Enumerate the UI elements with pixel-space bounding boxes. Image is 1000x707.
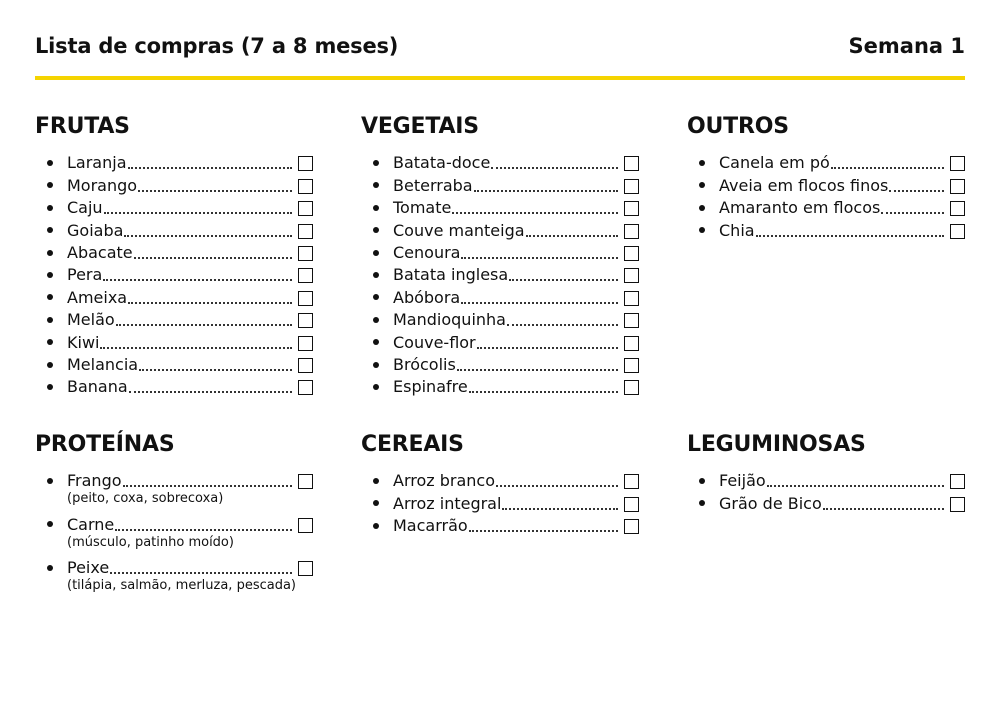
item-label: Abacate: [67, 242, 133, 262]
item-list: [361, 469, 639, 536]
list-item: [687, 218, 965, 240]
checkbox[interactable]: [624, 519, 639, 534]
section-heading: PROTEÍNAS: [35, 432, 175, 457]
checkbox[interactable]: [624, 380, 639, 395]
list-item: [361, 173, 639, 195]
bullet-icon: [47, 384, 53, 390]
list-item: [361, 375, 639, 397]
checkbox[interactable]: [298, 268, 313, 283]
dot-leader: [881, 212, 944, 214]
item-row: [67, 218, 313, 240]
list-item: [361, 514, 639, 536]
item-row: [67, 263, 313, 285]
item-label: Pera: [67, 265, 103, 285]
bullet-icon: [47, 521, 53, 527]
list-item: [35, 512, 313, 555]
item-row: [393, 330, 639, 352]
checkbox[interactable]: [298, 246, 313, 261]
dot-leader: [461, 257, 618, 259]
list-item: [35, 263, 313, 285]
checkbox[interactable]: [298, 156, 313, 171]
dot-leader: [491, 167, 618, 169]
item-row: [719, 173, 965, 195]
bullet-icon: [373, 160, 379, 166]
dot-leader: [767, 485, 944, 487]
dot-leader: [100, 347, 292, 349]
item-label: Arroz branco: [393, 471, 496, 491]
list-item: [35, 308, 313, 330]
item-row: [393, 469, 639, 491]
dot-leader: [509, 279, 618, 281]
dot-leader: [469, 391, 618, 393]
dot-leader: [526, 235, 618, 237]
list-item: [361, 491, 639, 513]
item-detail: (peito, coxa, sobrecoxa): [67, 491, 224, 507]
list-item: [35, 218, 313, 240]
checkbox[interactable]: [298, 380, 313, 395]
list-item: [361, 263, 639, 285]
checkbox[interactable]: [624, 313, 639, 328]
bullet-icon: [47, 250, 53, 256]
list-item: [361, 353, 639, 375]
item-row: [67, 308, 313, 330]
checkbox[interactable]: [624, 246, 639, 261]
item-label: Chia: [719, 220, 755, 240]
checkbox[interactable]: [950, 201, 965, 216]
dot-leader: [889, 190, 944, 192]
item-detail: (músculo, patinho moído): [67, 534, 234, 550]
item-label: Caju: [67, 198, 103, 218]
list-item: [35, 375, 313, 397]
bullet-icon: [47, 294, 53, 300]
dot-leader: [507, 324, 618, 326]
section-heading: FRUTAS: [35, 114, 130, 139]
bullet-icon: [373, 384, 379, 390]
list-item: [35, 173, 313, 195]
dot-leader: [477, 347, 618, 349]
dot-leader: [128, 167, 293, 169]
dot-leader: [461, 302, 618, 304]
item-label: Frango: [67, 471, 122, 491]
dot-leader: [823, 508, 944, 510]
bullet-icon: [47, 182, 53, 188]
checkbox[interactable]: [298, 358, 313, 373]
list-item: [687, 173, 965, 195]
item-label: Tomate: [393, 198, 452, 218]
checkbox[interactable]: [298, 291, 313, 306]
checkbox[interactable]: [624, 497, 639, 512]
section-outros: [687, 114, 965, 241]
item-label: Macarrão: [393, 516, 468, 536]
checkbox[interactable]: [950, 224, 965, 239]
bullet-icon: [47, 478, 53, 484]
item-label: Beterraba: [393, 175, 473, 195]
item-row: [67, 353, 313, 375]
item-label: Abóbora: [393, 287, 461, 307]
item-label: Grão de Bico: [719, 493, 822, 513]
item-row: [393, 263, 639, 285]
checkbox[interactable]: [624, 201, 639, 216]
item-label: Carne: [67, 514, 115, 534]
bullet-icon: [373, 182, 379, 188]
item-row: [393, 308, 639, 330]
checkbox[interactable]: [624, 268, 639, 283]
list-item: [361, 241, 639, 263]
bullet-icon: [373, 523, 379, 529]
item-row: [393, 218, 639, 240]
bullet-icon: [373, 227, 379, 233]
item-label: Espinafre: [393, 377, 468, 397]
item-label: Melancia: [67, 354, 139, 374]
item-row: [67, 556, 313, 578]
checkbox[interactable]: [950, 497, 965, 512]
item-label: Goiaba: [67, 220, 124, 240]
item-row: [67, 196, 313, 218]
list-item: [35, 151, 313, 173]
item-row: [719, 196, 965, 218]
bullet-icon: [699, 182, 705, 188]
dot-leader: [831, 167, 944, 169]
bullet-icon: [47, 339, 53, 345]
checkbox[interactable]: [624, 291, 639, 306]
item-row: [393, 514, 639, 536]
list-item: [361, 151, 639, 173]
item-label: Banana: [67, 377, 128, 397]
item-label: Morango: [67, 175, 138, 195]
item-list: [361, 151, 639, 397]
checkbox[interactable]: [624, 156, 639, 171]
item-row: [67, 512, 313, 534]
dot-leader: [116, 324, 292, 326]
bullet-icon: [699, 500, 705, 506]
bullet-icon: [47, 565, 53, 571]
item-row: [67, 285, 313, 307]
bullet-icon: [47, 227, 53, 233]
section-vegetais: [361, 114, 639, 397]
section-heading: OUTROS: [687, 114, 789, 139]
item-label: Feijão: [719, 471, 766, 491]
list-item: [35, 196, 313, 218]
item-label: Canela em pó: [719, 153, 830, 173]
checkbox[interactable]: [624, 336, 639, 351]
list-item: [35, 330, 313, 352]
item-label: Couve manteiga: [393, 220, 525, 240]
dot-leader: [128, 302, 292, 304]
item-label: Aveia em flocos finos: [719, 175, 889, 195]
page-title: Lista de compras (7 a 8 meses): [35, 34, 399, 58]
bullet-icon: [373, 250, 379, 256]
dot-leader: [104, 212, 292, 214]
list-item: [361, 308, 639, 330]
item-label: Melão: [67, 310, 115, 330]
bullet-icon: [373, 339, 379, 345]
list-item: [35, 556, 313, 599]
checkbox[interactable]: [624, 224, 639, 239]
item-row: [393, 285, 639, 307]
dot-leader: [457, 369, 618, 371]
dot-leader: [123, 485, 292, 487]
dot-leader: [134, 257, 292, 259]
item-row: [393, 151, 639, 173]
checkbox[interactable]: [298, 179, 313, 194]
checkbox[interactable]: [298, 224, 313, 239]
checkbox[interactable]: [950, 179, 965, 194]
section-frutas: [35, 114, 313, 397]
item-row: [67, 375, 313, 397]
header-divider: [35, 76, 965, 80]
section-cereais: [361, 432, 639, 536]
bullet-icon: [47, 272, 53, 278]
bullet-icon: [47, 160, 53, 166]
item-label: Kiwi: [67, 332, 100, 352]
list-item: [687, 196, 965, 218]
item-row: [67, 173, 313, 195]
item-row: [719, 151, 965, 173]
bullet-icon: [699, 160, 705, 166]
list-item: [35, 469, 313, 512]
item-row: [393, 241, 639, 263]
item-row: [67, 469, 313, 491]
item-label: Batata-doce: [393, 153, 491, 173]
bullet-icon: [373, 205, 379, 211]
week-label: Semana 1: [848, 34, 965, 58]
bullet-icon: [47, 205, 53, 211]
item-label: Arroz integral: [393, 493, 502, 513]
item-row: [67, 241, 313, 263]
list-item: [361, 218, 639, 240]
list-item: [35, 353, 313, 375]
list-item: [361, 330, 639, 352]
list-item: [361, 285, 639, 307]
item-list: [687, 469, 965, 514]
bullet-icon: [373, 317, 379, 323]
item-label: Ameixa: [67, 287, 128, 307]
checkbox[interactable]: [298, 336, 313, 351]
bullet-icon: [47, 362, 53, 368]
item-row: [393, 491, 639, 513]
page-header: [35, 34, 965, 58]
dot-leader: [502, 508, 618, 510]
item-row: [719, 469, 965, 491]
list-item: [687, 151, 965, 173]
item-label: Brócolis: [393, 354, 456, 374]
bullet-icon: [699, 205, 705, 211]
list-item: [361, 469, 639, 491]
bullet-icon: [373, 478, 379, 484]
checkbox[interactable]: [624, 179, 639, 194]
checkbox[interactable]: [950, 474, 965, 489]
item-row: [393, 196, 639, 218]
bullet-icon: [47, 317, 53, 323]
bullet-icon: [699, 478, 705, 484]
dot-leader: [474, 190, 618, 192]
dot-leader: [103, 279, 292, 281]
dot-leader: [469, 530, 618, 532]
item-label: Amaranto em flocos: [719, 198, 881, 218]
section-heading: VEGETAIS: [361, 114, 479, 139]
dot-leader: [110, 572, 292, 574]
item-row: [393, 173, 639, 195]
checkbox[interactable]: [624, 474, 639, 489]
item-label: Batata inglesa: [393, 265, 509, 285]
checkbox[interactable]: [298, 313, 313, 328]
dot-leader: [124, 235, 292, 237]
bullet-icon: [373, 362, 379, 368]
dot-leader: [496, 485, 618, 487]
item-row: [393, 353, 639, 375]
dot-leader: [452, 212, 618, 214]
checkbox[interactable]: [298, 518, 313, 533]
section-heading: CEREAIS: [361, 432, 464, 457]
checkbox[interactable]: [624, 358, 639, 373]
dot-leader: [138, 190, 292, 192]
item-label: Peixe: [67, 558, 110, 578]
checkbox[interactable]: [298, 561, 313, 576]
item-label: Laranja: [67, 153, 127, 173]
list-item: [35, 241, 313, 263]
section-heading: LEGUMINOSAS: [687, 432, 866, 457]
section-proteinas: [35, 432, 313, 599]
item-list: [35, 151, 313, 397]
item-row: [719, 218, 965, 240]
checkbox[interactable]: [950, 156, 965, 171]
item-detail: (tilápia, salmão, merluza, pescada): [67, 578, 296, 594]
checkbox[interactable]: [298, 474, 313, 489]
bullet-icon: [373, 272, 379, 278]
bullet-icon: [373, 294, 379, 300]
dot-leader: [139, 369, 292, 371]
dot-leader: [129, 391, 292, 393]
list-item: [687, 491, 965, 513]
dot-leader: [756, 235, 944, 237]
item-list: [687, 151, 965, 241]
item-row: [67, 151, 313, 173]
item-label: Couve-flor: [393, 332, 476, 352]
item-label: Cenoura: [393, 242, 461, 262]
checkbox[interactable]: [298, 201, 313, 216]
item-row: [393, 375, 639, 397]
section-leguminosas: [687, 432, 965, 514]
list-item: [687, 469, 965, 491]
bullet-icon: [373, 500, 379, 506]
dot-leader: [115, 529, 292, 531]
item-row: [719, 491, 965, 513]
list-item: [361, 196, 639, 218]
item-row: [67, 330, 313, 352]
item-list: [35, 469, 313, 599]
bullet-icon: [699, 227, 705, 233]
item-label: Mandioquinha: [393, 310, 506, 330]
list-item: [35, 285, 313, 307]
